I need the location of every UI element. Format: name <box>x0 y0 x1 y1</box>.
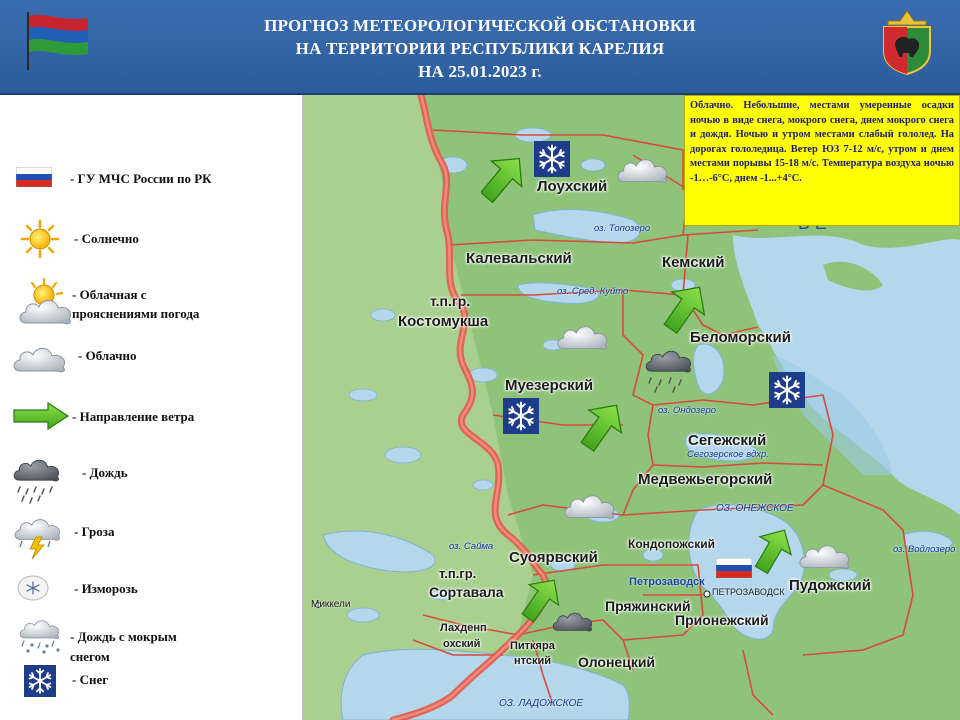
lake-onezhskoe: ОЗ. ОНЕЖСКОЕ <box>716 503 794 514</box>
flag-icon <box>716 558 752 578</box>
forecast-text-box: Облачно. Небольшие, местами умеренные осадки ночью в виде снега, мокрого снега, днем мокрого снега и дождя. Ночью и утром местами слабый гололед. На дорогах гололедица. Ветер ЮЗ 7-12 м/с, утром и днем местами порывы 15-18 м/с. Температура воздуха ночью -1…-6°С, днем -1...+4°С. <box>684 95 960 226</box>
region-lakhdenpokhsky-1: Лахденп <box>440 622 487 634</box>
region-belomorsky: Беломорский <box>690 329 791 346</box>
region-prionezhsky: Прионежский <box>675 612 769 628</box>
wind-arrow-icon <box>12 401 70 431</box>
wind-arrow-icon <box>663 280 707 336</box>
region-kemsky: Кемский <box>662 254 725 271</box>
lake-sredkuito: оз. Сред. Куйто <box>557 286 629 297</box>
title-line-2: НА ТЕРРИТОРИИ РЕСПУБЛИКИ КАРЕЛИЯ <box>295 39 665 58</box>
wind-arrow-icon <box>580 398 624 454</box>
cloud-icon <box>561 488 619 522</box>
coat-of-arms-icon <box>878 7 936 75</box>
region-lakhdenpokhsky-2: охский <box>443 638 481 650</box>
lake-ondozero: оз. Ондозеро <box>658 405 717 416</box>
header-bar <box>0 0 960 95</box>
legend-label-snow: - Снег <box>72 672 109 687</box>
city-petrozavodsk: Петрозаводск <box>629 576 705 588</box>
snow-icon <box>18 665 62 697</box>
legend-label-sleet-1: - Дождь с мокрым <box>70 629 177 644</box>
legend-label-sleet-2: снегом <box>70 649 110 664</box>
city-petrozavodsk-caps: ПЕТРОЗАВОДСК <box>712 587 785 597</box>
cloud-icon <box>796 538 854 572</box>
cloud-icon <box>554 319 612 353</box>
page-title <box>190 14 770 83</box>
region-suoyarvsky: Суоярвский <box>509 549 598 566</box>
region-kostomuksha-2: Костомукша <box>398 313 489 330</box>
region-segezhsky: Сегежский <box>688 432 767 449</box>
title-line-1: ПРОГНОЗ МЕТЕОРОЛОГИЧЕСКОЙ ОБСТАНОВКИ <box>264 16 696 35</box>
wind-arrow-icon <box>753 523 793 577</box>
rain-icon <box>4 459 70 505</box>
cloud-icon <box>614 152 672 186</box>
region-sortavala-2: Сортавала <box>429 584 504 600</box>
region-loukhsky: Лоухский <box>537 178 608 195</box>
lake-topozero: оз. Топозеро <box>594 223 651 234</box>
snow-icon <box>499 398 543 434</box>
region-kostomuksha-1: т.п.гр. <box>430 293 471 309</box>
snow-icon <box>764 372 810 408</box>
rain-sleet-icon <box>14 615 68 655</box>
region-pitkyarantsky-2: нтский <box>514 655 552 667</box>
region-sortavala-1: т.п.гр. <box>439 566 477 581</box>
region-pitkyarantsky-1: Питкяра <box>510 640 555 652</box>
title-line-3: НА 25.01.2023 г. <box>418 62 542 81</box>
region-kondopozhsky: Кондопожский <box>628 537 716 551</box>
lake-ladozhskoe: ОЗ. ЛАДОЖСКОЕ <box>499 698 583 709</box>
city-mikkeli: Миккели <box>311 599 351 610</box>
partly-cloudy-icon <box>14 277 80 327</box>
region-olonetsky: Олонецкий <box>578 654 656 670</box>
lake-saima: оз. Сайма <box>449 541 494 552</box>
frost-icon <box>16 573 50 603</box>
sun-icon <box>20 219 60 259</box>
legend-label-wind: - Направление ветра <box>72 409 195 424</box>
legend-label-rain: - Дождь <box>82 465 128 480</box>
region-muezersky: Муезерский <box>505 377 594 394</box>
wind-arrow-icon <box>481 150 525 206</box>
region-kalevalsky: Калевальский <box>466 250 572 267</box>
lake-vodlozero: оз. Водлозеро <box>893 544 956 555</box>
legend-label-partly-cloudy-2: прояснениями погода <box>72 306 200 321</box>
legend-label-sunny: - Солнечно <box>74 231 139 246</box>
rain-icon <box>635 350 705 394</box>
legend-label-thunder: - Гроза <box>74 524 115 539</box>
karelia-flag-icon <box>22 8 94 70</box>
flag-icon <box>16 167 52 187</box>
legend-label-cloudy: - Облачно <box>78 348 137 363</box>
thunderstorm-icon <box>10 513 70 561</box>
region-pudozhsky: Пудожский <box>789 577 871 594</box>
cloud-icon <box>10 341 70 375</box>
region-medvezhyegorsky: Медвежьегорский <box>638 471 773 488</box>
legend-label-frost: - Изморозь <box>74 581 138 596</box>
legend-label-partly-cloudy-1: - Облачная с <box>72 287 147 302</box>
wind-arrow-icon <box>521 572 561 626</box>
legend-label-mchs: - ГУ МЧС России по РК <box>70 171 212 186</box>
snow-icon <box>529 141 575 177</box>
legend-panel <box>0 95 303 720</box>
region-pryazhinsky: Пряжинский <box>605 598 691 614</box>
lake-segozero: Сегозерское вдхр. <box>687 449 769 460</box>
